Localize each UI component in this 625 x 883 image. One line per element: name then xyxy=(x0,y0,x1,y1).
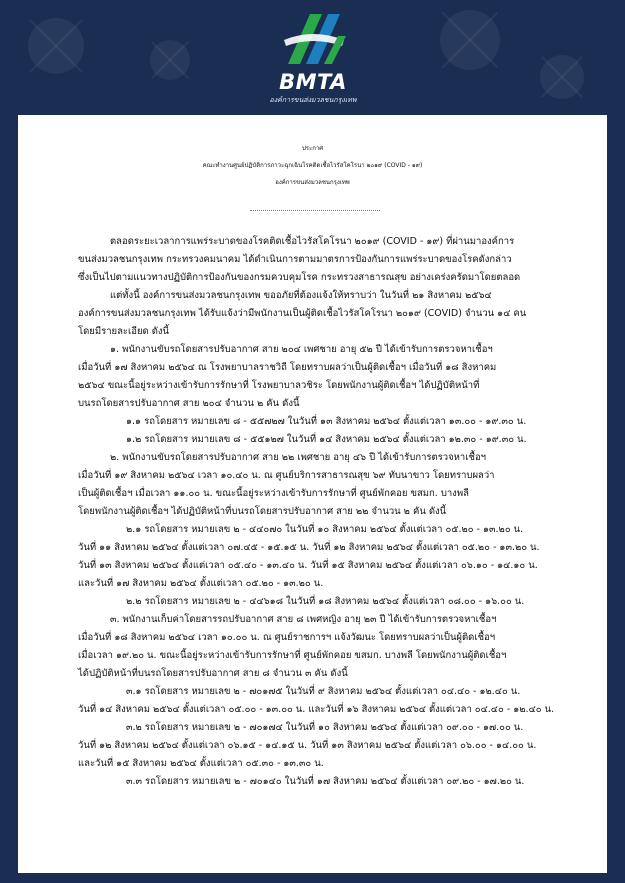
body-line: วันที่ ๑๓ สิงหาคม ๒๕๖๔ ตั้งแต่เวลา ๐๕.๔๐ - ๑๓.๔๐ น. วันที่ ๑๕ สิงหาคม ๒๕๖๔ ตั้งแต่เวลา ๐๖.๑๐ - ๑๔.๑๐ น. xyxy=(78,560,538,571)
body-line: บนรถโดยสารปรับอากาศ สาย ๒๐๔ จำนวน ๒ คัน ดังนี้ xyxy=(78,398,300,409)
left-border xyxy=(0,115,18,883)
announcement-committee: คณะทำงานศูนย์ปฏิบัติการภาวะฉุกเฉินโรคติดเชื้อไวรัสโคโรนา ๒๐๑๙ (COVID - ๑๙) xyxy=(202,162,423,169)
logo-subtitle: องค์การขนส่งมวลชนกรุงเทพ xyxy=(269,96,357,104)
bmta-logo xyxy=(248,6,378,110)
body-line: วันที่ ๑๑ สิงหาคม ๒๕๖๔ ตั้งแต่เวลา ๐๗.๔๕ - ๑๕.๑๕ น. วันที่ ๑๒ สิงหาคม ๒๕๖๔ ตั้งแต่เวลา ๐๕.๒๐ - ๑๓.๒๐ น. xyxy=(78,542,540,553)
body-line: เมื่อวันที่ ๑๙ สิงหาคม ๒๕๖๔ เวลา ๑๐.๔๐ น. ณ ศูนย์บริการสาธารณสุข ๖๙ ทับนาขาว โดยทราบผลว่า xyxy=(78,470,495,481)
virus-decoration xyxy=(440,10,500,70)
body-line: ซึ่งเป็นไปตามแนวทางปฏิบัติการป้องกันของกรมควบคุมโรค กระทรวงสาธารณสุข อย่างเคร่งครัดมาโดยตลอด xyxy=(78,272,521,283)
announcement-organization: องค์การขนส่งมวลชนกรุงเทพ xyxy=(275,179,350,186)
bus-item: ๑.๒ รถโดยสาร หมายเลข ๘ - ๕๕๑๒๗ ในวันที่ ๑๔ สิงหาคม ๒๕๖๔ ตั้งแต่เวลา ๑๒.๓๐ - ๑๙.๓๐ น. xyxy=(126,434,527,445)
body-line: องค์การขนส่งมวลชนกรุงเทพ ได้รับแจ้งว่ามีพนักงานเป็นผู้ติดเชื้อไวรัสโคโรนา ๒๐๑๙ (COVID) จำนวน ๑๔ คน xyxy=(78,308,527,319)
header-banner xyxy=(0,0,625,115)
body-line: แต่ทั้งนี้ องค์การขนส่งมวลชนกรุงเทพ ขออภัยที่ต้องแจ้งให้ทราบว่า ในวันที่ ๒๑ สิงหาคม ๒๕๖๔ xyxy=(110,290,492,301)
virus-decoration xyxy=(540,55,584,99)
bus-item: ๒.๒ รถโดยสาร หมายเลข ๒ - ๔๔๖๑๘ ในวันที่ ๑๘ สิงหาคม ๒๕๖๔ ตั้งแต่เวลา ๐๘.๐๐ - ๑๖.๐๐ น. xyxy=(126,596,525,607)
body-line: เมื่อเวลา ๑๙.๒๐ น. ขณะนี้อยู่ระหว่างเข้ารับการรักษาที่ ศูนย์พักคอย ขสมก. บางพลี โดยพนักงานผู้ติดเชื้อฯ xyxy=(78,650,507,661)
bus-item: ๑.๑ รถโดยสาร หมายเลข ๘ - ๕๕๗๒๗ ในวันที่ ๑๓ สิงหาคม ๒๕๖๔ ตั้งแต่เวลา ๑๓.๐๐ - ๑๙.๓๐ น. xyxy=(126,416,527,427)
right-border xyxy=(607,115,625,883)
body-line: โดยมีรายละเอียด ดังนี้ xyxy=(78,326,170,337)
body-line: โดยพนักงานผู้ติดเชื้อฯ ได้ปฏิบัติหน้าที่บนรถโดยสารปรับอากาศ สาย ๒๒ จำนวน ๒ คัน ดังนี้ xyxy=(78,506,447,517)
case-item: ๒. พนักงานขับรถโดยสารปรับอากาศ สาย ๒๒ เพศชาย อายุ ๔๖ ปี ได้เข้ารับการตรวจหาเชื้อฯ xyxy=(110,452,487,463)
body-line: วันที่ ๑๒ สิงหาคม ๒๕๖๔ ตั้งแต่เวลา ๐๖.๑๕ - ๑๔.๑๕ น. วันที่ ๑๓ สิงหาคม ๒๕๖๔ ตั้งแต่เวลา ๐๖.๐๐ - ๑๔.๐๐ น. xyxy=(78,740,537,751)
virus-decoration xyxy=(28,18,84,74)
logo-brand-text: BMTA xyxy=(279,70,347,94)
body-line: ตลอดระยะเวลาการแพร่ระบาดของโรคติดเชื้อไวรัสโคโรนา ๒๐๑๙ (COVID - ๑๙) ที่ผ่านมาองค์การ xyxy=(110,236,515,247)
bus-item: ๒.๑ รถโดยสาร หมายเลข ๒ - ๔๔๐๗๐ ในวันที่ ๑๐ สิงหาคม ๒๕๖๔ ตั้งแต่เวลา ๐๕.๒๐ - ๑๓.๒๐ น. xyxy=(126,524,524,535)
bottom-border xyxy=(0,873,625,883)
body-line: เป็นผู้ติดเชื้อฯ เมื่อเวลา ๑๑.๐๐ น. ขณะนี้อยู่ระหว่างเข้ารับการรักษาที่ ศูนย์พักคอย ขสมก. บางพลี xyxy=(78,488,469,499)
dotted-divider xyxy=(250,210,380,211)
body-line: ขนส่งมวลชนกรุงเทพ กระทรวงคมนาคม ได้ดำเนินการตามมาตรการป้องกันการแพร่ระบาดของโรคดังกล่าว xyxy=(78,254,512,265)
announcement-body xyxy=(18,115,607,873)
body-line: และวันที่ ๑๕ สิงหาคม ๒๕๖๔ ตั้งแต่เวลา ๐๕.๓๐ - ๑๓.๓๐ น. xyxy=(78,758,324,769)
bus-item: ๓.๒ รถโดยสาร หมายเลข ๒ - ๗๐๑๗๔ ในวันที่ ๑๐ สิงหาคม ๒๕๖๔ ตั้งแต่เวลา ๐๙.๐๐ - ๑๗.๐๐ น. xyxy=(126,722,524,733)
body-line: เมื่อวันที่ ๑๘ สิงหาคม ๒๕๖๔ เวลา ๑๐.๐๐ น. ณ ศูนย์ราชการฯ แจ้งวัฒนะ โดยทราบผลว่าเป็นผู้ติดเชื้อฯ xyxy=(78,632,496,643)
body-line: เมื่อวันที่ ๑๗ สิงหาคม ๒๕๖๔ ณ โรงพยาบาลราชวิถี โดยทราบผลว่าเป็นผู้ติดเชื้อฯ เมื่อวันที่ ๑๘ สิงหาคม xyxy=(78,362,497,373)
body-line: ๒๕๖๔ ขณะนี้อยู่ระหว่างเข้ารับการรักษาที่ โรงพยาบาลวชิระ โดยพนักงานผู้ติดเชื้อฯ ได้ปฏิบัติหน้าที่ xyxy=(78,380,480,391)
bus-item: ๓.๓ รถโดยสาร หมายเลข ๒ - ๗๐๑๔๐ ในวันที่ ๑๗ สิงหาคม ๒๕๖๔ ตั้งแต่เวลา ๐๙.๒๐ - ๑๗.๒๐ น. xyxy=(126,776,525,787)
body-line: และวันที่ ๑๗ สิงหาคม ๒๕๖๔ ตั้งแต่เวลา ๐๕.๒๐ - ๑๓.๒๐ น. xyxy=(78,578,324,589)
case-item: ๑. พนักงานขับรถโดยสารปรับอากาศ สาย ๒๐๔ เพศชาย อายุ ๕๒ ปี ได้เข้ารับการตรวจหาเชื้อฯ xyxy=(110,344,493,355)
body-line: ได้ปฏิบัติหน้าที่บนรถโดยสารปรับอากาศ สาย ๘ จำนวน ๓ คัน ดังนี้ xyxy=(78,668,348,679)
case-item: ๓. พนักงานเก็บค่าโดยสารรถปรับอากาศ สาย ๘ เพศหญิง อายุ ๒๓ ปี ได้เข้ารับการตรวจหาเชื้อฯ xyxy=(110,614,497,625)
bmta-emblem-icon xyxy=(248,6,378,70)
body-line: วันที่ ๑๔ สิงหาคม ๒๕๖๔ ตั้งแต่เวลา ๐๕.๐๐ - ๑๓.๐๐ น. และวันที่ ๑๖ สิงหาคม ๒๕๖๔ ตั้งแต่เวลา ๐๔.๔๐ - ๑๒.๔๐ น. xyxy=(78,704,555,715)
announcement-heading: ประกาศ xyxy=(301,145,324,152)
virus-decoration xyxy=(150,40,190,80)
bus-item: ๓.๑ รถโดยสาร หมายเลข ๒ - ๗๐๑๗๕ ในวันที่ ๙ สิงหาคม ๒๕๖๔ ตั้งแต่เวลา ๐๔.๔๐ - ๑๒.๔๐ น. xyxy=(126,686,521,697)
